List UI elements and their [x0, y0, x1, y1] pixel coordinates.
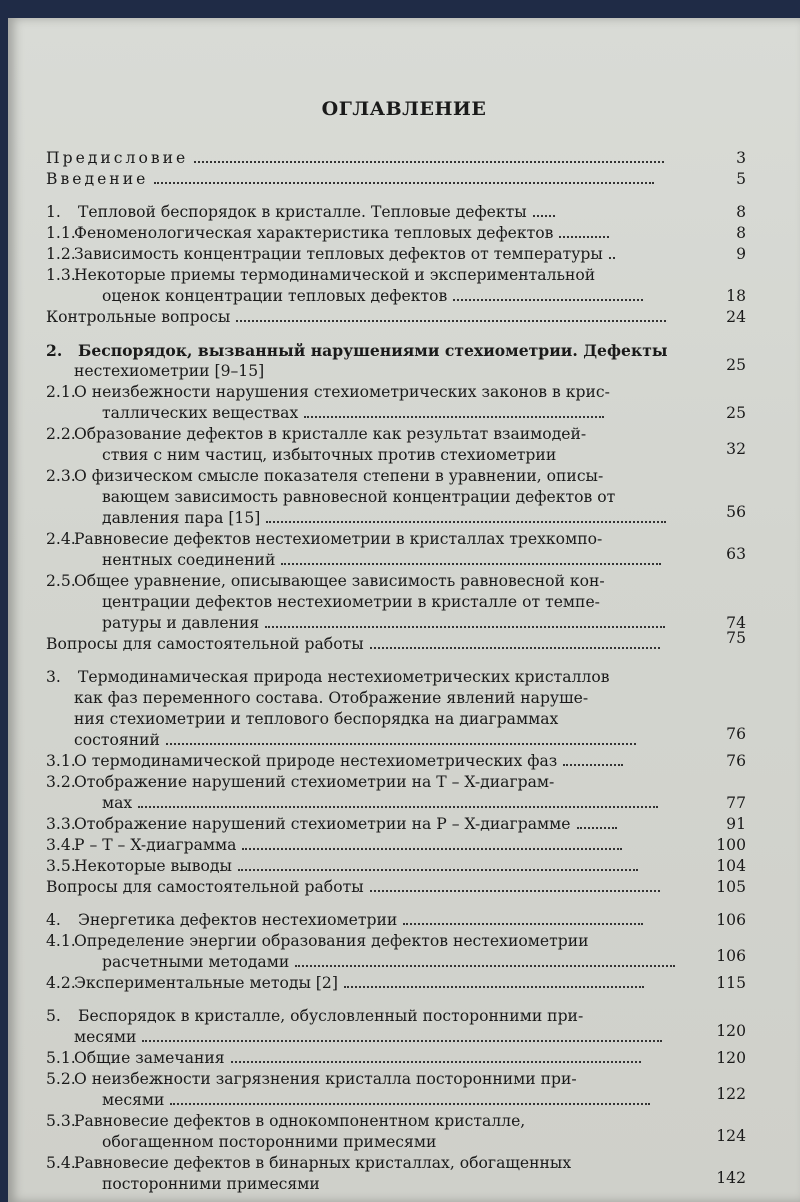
page-number: 142 — [716, 1169, 746, 1187]
toc-entry-3-3: 3.3. Отображение нарушений стехиометрии на P – X-диаграмме 91 — [46, 815, 746, 833]
entry-text: Феноменологическая характеристика тепловых дефектов — [74, 224, 554, 242]
dot-leader — [344, 986, 644, 988]
dot-leader — [370, 647, 660, 649]
page-number: 104 — [716, 857, 746, 875]
toc-entry-2-2: 2.2. Образование дефектов в кристалле как результат взаимодей- ствия с ним частиц, избыточных против стехиометрии 32 — [46, 425, 746, 464]
toc-entry-chapter-5: 5. Беспорядок в кристалле, обусловленный посторонними при- месями 120 — [46, 1007, 746, 1046]
toc-entry-self-study-questions-3 — [46, 877, 746, 898]
entry-text-continued-2: ния стехиометрии и теплового беспорядка на диаграммах — [74, 710, 559, 728]
entry-text: Беспорядок, вызванный нарушениями стехиометрии. Дефекты — [78, 341, 668, 360]
toc-entry-introduction — [46, 169, 746, 190]
entry-text-continued: месями — [102, 1091, 165, 1109]
page-number: 76 — [726, 725, 746, 743]
toc-entry-chapter-4: 4. Энергетика дефектов нестехиометрии 106 — [46, 911, 746, 929]
dot-leader — [170, 1103, 650, 1105]
toc-entry-3-2: 3.2. Отображение нарушений стехиометрии на T – X-диаграм- мах 77 — [46, 773, 746, 812]
entry-text-continued: оценок концентрации тепловых дефектов — [102, 287, 448, 305]
page-number: 25 — [726, 356, 746, 374]
entry-text: Определение энергии образования дефектов нестехиометрии — [74, 932, 589, 950]
toc-entry-chapter-2: 2. Беспорядок, вызванный нарушениями стехиометрии. Дефекты нестехиометрии [9–15] 25 — [46, 341, 746, 380]
entry-text: Равновесие дефектов в однокомпонентном кристалле, — [74, 1112, 526, 1130]
entry-text-continued-2: давления пара [15] — [102, 509, 261, 527]
page-number: 105 — [716, 878, 746, 896]
page-number: 25 — [726, 404, 746, 422]
toc-entry-5-3: 5.3. Равновесие дефектов в однокомпонентном кристалле, обогащенном посторонними примесями 124 — [46, 1112, 746, 1151]
entry-text-continued: таллических веществах — [102, 404, 299, 422]
toc-entry-chapter-1: 1. Тепловой беспорядок в кристалле. Тепловые дефекты 8 — [46, 203, 746, 221]
dot-leader — [609, 257, 615, 259]
entry-text: Предисловие — [46, 149, 189, 167]
dot-leader — [563, 764, 623, 766]
page-number: 106 — [716, 911, 746, 929]
entry-text-continued: нестехиометрии [9–15] — [74, 362, 265, 380]
dot-leader — [265, 626, 665, 628]
dot-leader — [295, 965, 675, 967]
dot-leader — [403, 923, 643, 925]
page-number: 32 — [726, 440, 746, 458]
toc-entry-3-4: 3.4. P – T – X-диаграмма 100 — [46, 836, 746, 854]
dot-leader — [453, 299, 643, 301]
page-number: 74 — [726, 614, 746, 632]
entry-text: Вопросы для самостоятельной работы — [46, 878, 364, 896]
page-number: 115 — [716, 974, 746, 992]
entry-text: Зависимость концентрации тепловых дефектов от температуры — [74, 245, 603, 263]
entry-text-continued-3: состояний — [74, 731, 160, 749]
entry-text: Отображение нарушений стехиометрии на P – X-диаграмме — [74, 815, 571, 833]
page-number: 122 — [716, 1085, 746, 1103]
toc-entry-preface — [46, 148, 746, 169]
dot-leader — [533, 215, 555, 217]
toc-entry-1-2: 1.2. Зависимость концентрации тепловых дефектов от температуры 9 — [46, 245, 746, 263]
dot-leader — [577, 827, 617, 829]
entry-text: Тепловой беспорядок в кристалле. Тепловые дефекты — [78, 203, 527, 221]
entry-text-continued: центрации дефектов нестехиометрии в кристалле от темпе- — [102, 593, 600, 611]
toc-entry-1-1: 1.1. Феноменологическая характеристика тепловых дефектов 8 — [46, 224, 746, 242]
entry-text-continued: посторонними примесями — [102, 1175, 320, 1193]
entry-text-continued: мах — [102, 794, 133, 812]
toc-entry-3-1: 3.1. О термодинамической природе нестехиометрических фаз 76 — [46, 752, 746, 770]
entry-text: О неизбежности нарушения стехиометрических законов в крис- — [74, 383, 610, 401]
entry-text-continued: ствия с ним частиц, избыточных против стехиометрии — [102, 446, 557, 464]
page-number: 100 — [716, 836, 746, 854]
entry-text-continued: обогащенном посторонними примесями — [102, 1133, 437, 1151]
toc-entry-chapter-3: 3. Термодинамическая природа нестехиометрических кристаллов как фаз переменного состава. Отображение явлений наруше- ния стехиометрии и теплового беспорядка на диаграммах состояний 76 — [46, 668, 746, 749]
dot-leader — [194, 161, 664, 163]
dot-leader — [266, 521, 666, 523]
page-number: 106 — [716, 947, 746, 965]
page-number: 9 — [736, 245, 746, 263]
toc-entry-review-questions-1 — [46, 307, 746, 328]
entry-text: Беспорядок в кристалле, обусловленный посторонними при- — [78, 1007, 584, 1025]
page-number: 8 — [736, 203, 746, 221]
toc-entry-2-1: 2.1. О неизбежности нарушения стехиометрических законов в крис- таллических веществах 25 — [46, 383, 746, 422]
table-of-contents — [46, 148, 746, 1195]
dot-leader — [370, 890, 660, 892]
entry-text: Отображение нарушений стехиометрии на T – X-диаграм- — [74, 773, 555, 791]
page-number: 63 — [726, 545, 746, 563]
dot-leader — [142, 1040, 662, 1042]
entry-text-continued-2: ратуры и давления — [102, 614, 260, 632]
dot-leader — [154, 182, 654, 184]
entry-text-continued: нентных соединений — [102, 551, 276, 569]
entry-text: Некоторые выводы — [74, 857, 232, 875]
entry-text: Контрольные вопросы — [46, 308, 231, 326]
entry-text: Общие замечания — [74, 1049, 225, 1067]
entry-text: Равновесие дефектов нестехиометрии в кристаллах трехкомпо- — [74, 530, 603, 548]
dot-leader — [242, 848, 622, 850]
entry-text: Общее уравнение, описывающее зависимость равновесной кон- — [74, 572, 605, 590]
dot-leader — [138, 806, 658, 808]
entry-text: Некоторые приемы термодинамической и экспериментальной — [74, 266, 596, 284]
page-number: 75 — [726, 629, 746, 647]
toc-entry-self-study-questions-2 — [46, 629, 746, 655]
dot-leader — [238, 869, 638, 871]
entry-text: P – T – X-диаграмма — [74, 836, 237, 854]
toc-entry-5-2: 5.2. О неизбежности загрязнения кристалла посторонними при- месями 122 — [46, 1070, 746, 1109]
entry-text: О физическом смысле показателя степени в уравнении, описы- — [74, 467, 604, 485]
entry-text: О неизбежности загрязнения кристалла посторонними при- — [74, 1070, 577, 1088]
page-number: 56 — [726, 503, 746, 521]
entry-text: Термодинамическая природа нестехиометрических кристаллов — [78, 668, 610, 686]
toc-entry-1-3: 1.3. Некоторые приемы термодинамической и экспериментальной оценок концентрации тепловых дефектов 18 — [46, 266, 746, 305]
page-number: 120 — [716, 1049, 746, 1067]
page-number: 91 — [726, 815, 746, 833]
toc-entry-4-2: 4.2. Экспериментальные методы [2] 115 — [46, 974, 746, 992]
toc-entry-2-3: 2.3. О физическом смысле показателя степени в уравнении, описы- вающем зависимость равновесной концентрации дефектов от давления пара [15] 56 — [46, 467, 746, 527]
entry-text-continued: как фаз переменного состава. Отображение явлений наруше- — [74, 689, 589, 707]
page-number: 3 — [736, 149, 746, 167]
entry-text: Энергетика дефектов нестехиометрии — [78, 911, 398, 929]
page-number: 124 — [716, 1127, 746, 1145]
dot-leader — [236, 320, 666, 322]
dot-leader — [559, 236, 609, 238]
entry-text: О термодинамической природе нестехиометрических фаз — [74, 752, 558, 770]
page-number: 18 — [726, 287, 746, 305]
book-page — [8, 18, 800, 1202]
page-number: 120 — [716, 1022, 746, 1040]
toc-entry-2-5: 2.5. Общее уравнение, описывающее зависимость равновесной кон- центрации дефектов нестехиометрии в кристалле от темпе- ратуры и давления 74 — [46, 572, 746, 632]
entry-text-continued: месями — [74, 1028, 137, 1046]
page-number: 76 — [726, 752, 746, 770]
entry-text: Образование дефектов в кристалле как результат взаимодей- — [74, 425, 587, 443]
page-number: 24 — [726, 308, 746, 326]
entry-text-continued: вающем зависимость равновесной концентрации дефектов от — [102, 488, 616, 506]
entry-text: Введение — [46, 170, 149, 188]
toc-entry-4-1: 4.1. Определение энергии образования дефектов нестехиометрии расчетными методами 106 — [46, 932, 746, 971]
page-number: 5 — [736, 170, 746, 188]
entry-text: Экспериментальные методы [2] — [74, 974, 338, 992]
dot-leader — [304, 416, 604, 418]
page-number: 8 — [736, 224, 746, 242]
toc-entry-5-4: 5.4. Равновесие дефектов в бинарных кристаллах, обогащенных посторонними примесями 142 — [46, 1154, 746, 1193]
entry-text: Вопросы для самостоятельной работы — [46, 635, 364, 653]
dot-leader — [166, 743, 636, 745]
dot-leader — [281, 563, 661, 565]
toc-entry-3-5: 3.5. Некоторые выводы 104 — [46, 857, 746, 875]
toc-title: ОГЛАВЛЕНИЕ — [321, 98, 487, 120]
entry-text-continued: расчетными методами — [102, 953, 290, 971]
page-number: 77 — [726, 794, 746, 812]
entry-text: Равновесие дефектов в бинарных кристаллах, обогащенных — [74, 1154, 572, 1172]
toc-entry-5-1: 5.1. Общие замечания 120 — [46, 1049, 746, 1067]
dot-leader — [231, 1061, 641, 1063]
toc-entry-2-4: 2.4. Равновесие дефектов нестехиометрии в кристаллах трехкомпо- нентных соединений 63 — [46, 530, 746, 569]
